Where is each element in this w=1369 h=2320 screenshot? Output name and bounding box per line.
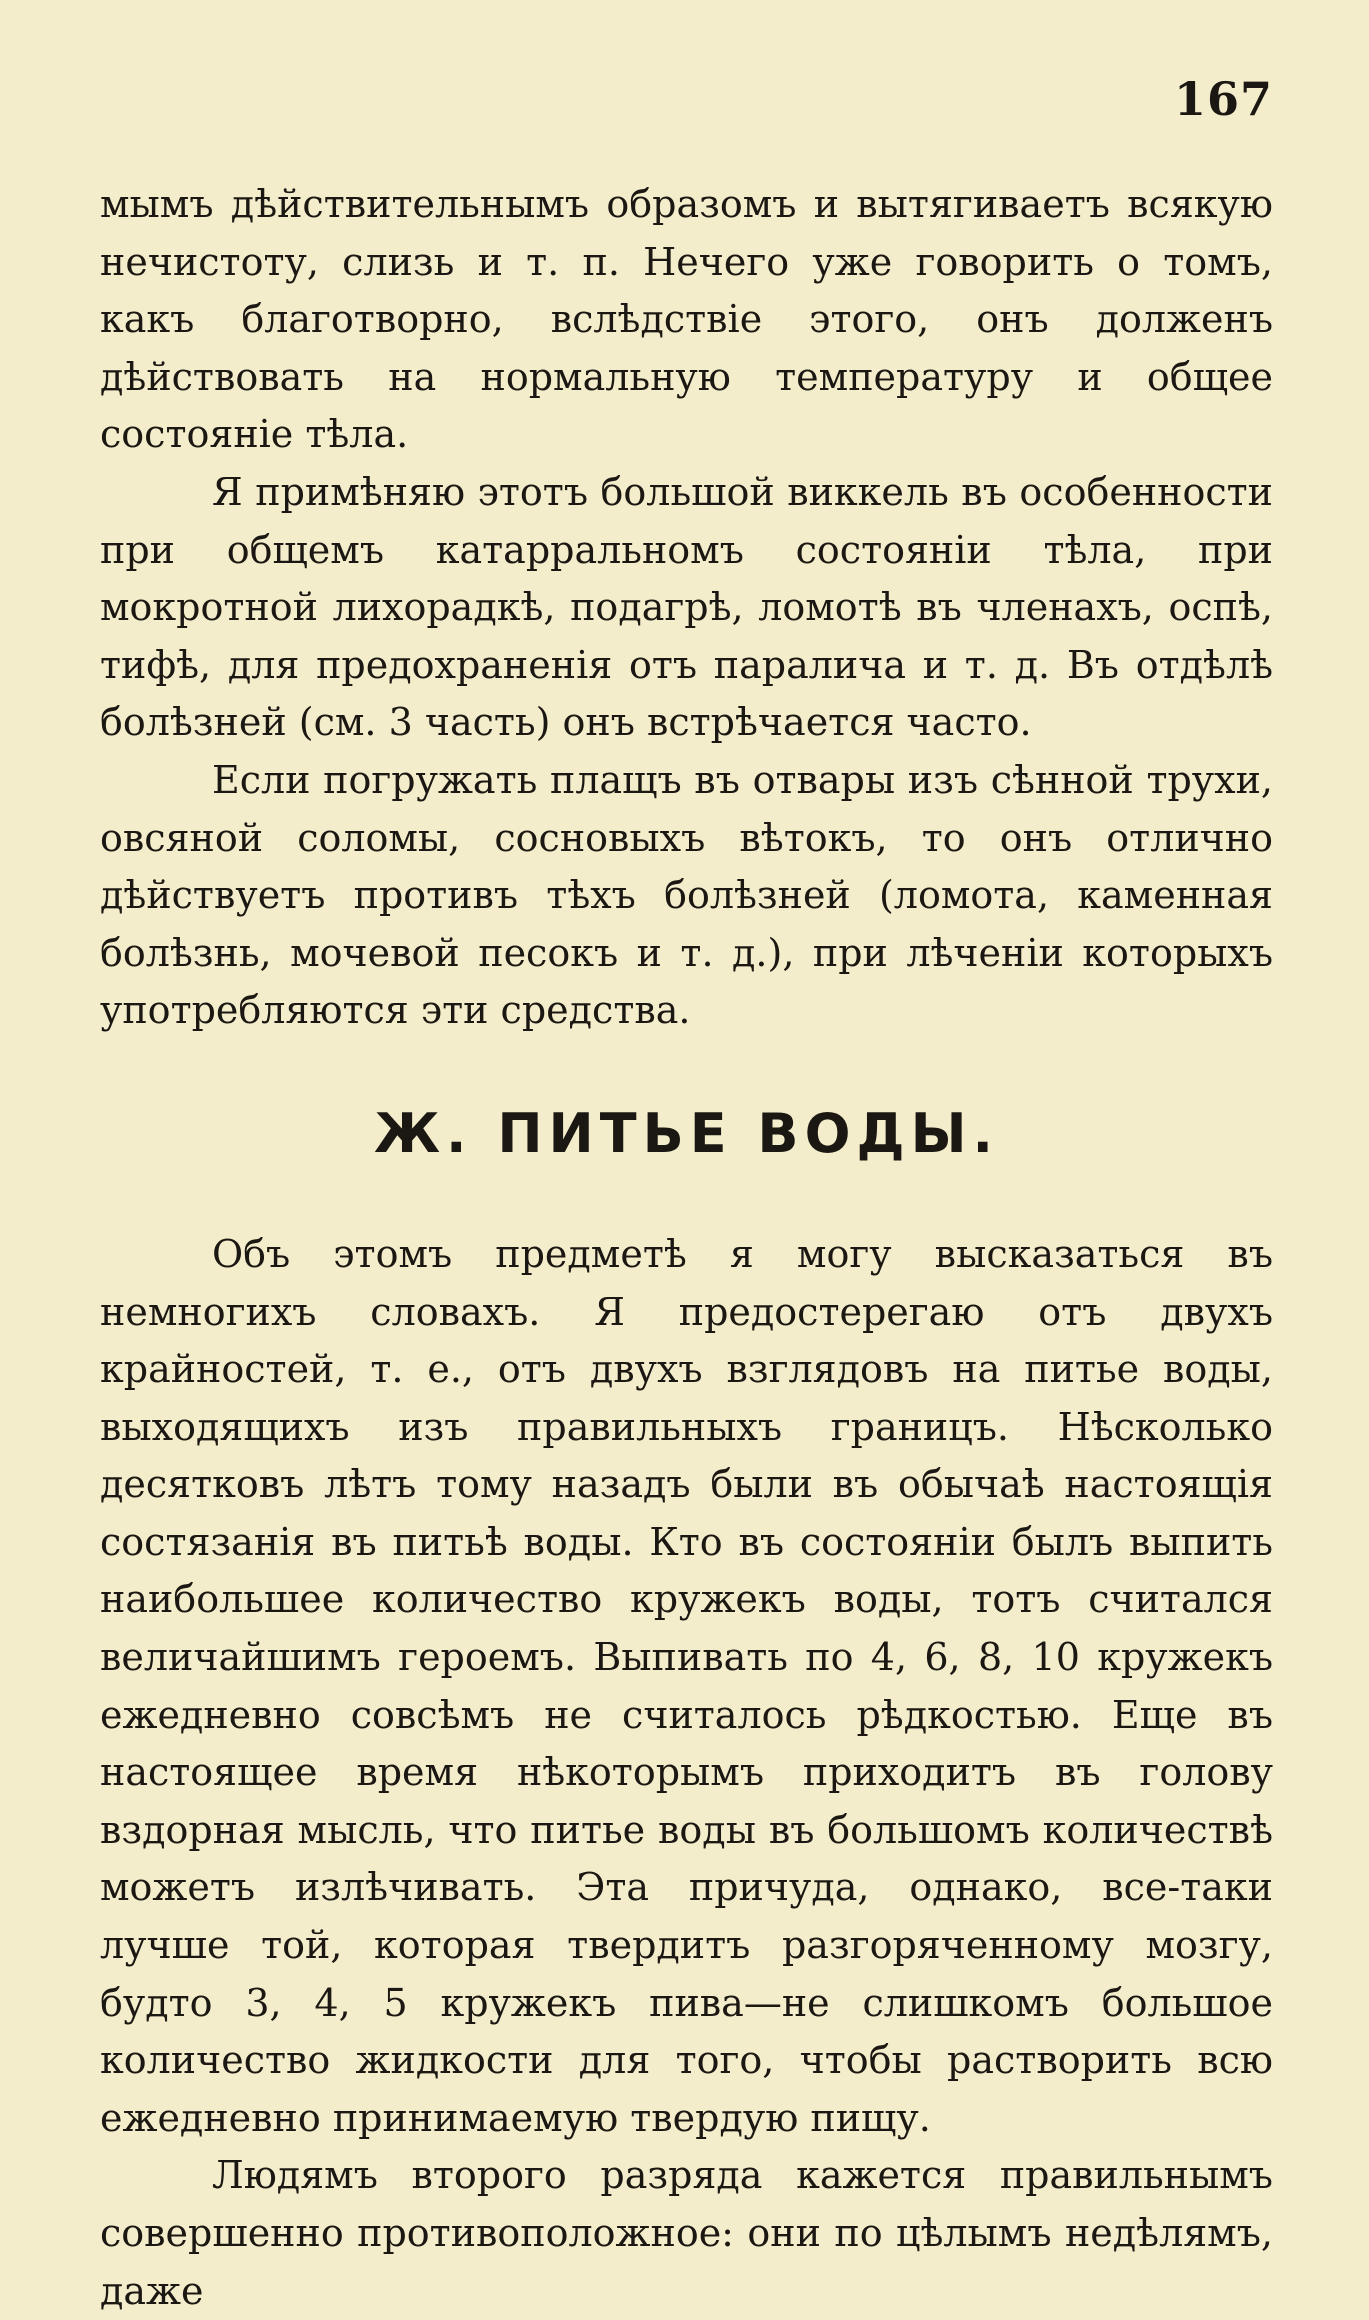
paragraph: Я примѣняю этотъ большой виккель въ особенности при общемъ катарральномъ состояніи тѣла, при мокротной лихорадкѣ, подагрѣ, ломотѣ въ членахъ, оспѣ, тифѣ, для предохраненія отъ паралича и т. д. Въ отдѣлѣ болѣзней (см. 3 часть) онъ встрѣчается часто. — [100, 469, 1273, 745]
body-text-upper — [100, 176, 1273, 2320]
paragraph: Людямъ второго разряда кажется правильнымъ совершенно противоположное: они по цѣлымъ недѣлямъ, даже — [100, 2153, 1273, 2313]
paragraph: Если погружать плащъ въ отвары изъ сѣнной трухи, овсяной соломы, сосновыхъ вѣтокъ, то онъ отлично дѣйствуетъ противъ тѣхъ болѣзней (ломота, каменная болѣзнь, мочевой песокъ и т. д.), при лѣченіи которыхъ употребляются эти средства. — [100, 757, 1273, 1033]
paragraph: Объ этомъ предметѣ я могу высказаться въ немногихъ словахъ. Я предостерегаю отъ двухъ крайностей, т. е., отъ двухъ взглядовъ на питье воды, выходящихъ изъ правильныхъ границъ. Нѣсколько десятковъ лѣтъ тому назадъ были въ обычаѣ настоящія состязанія въ питьѣ воды. Кто въ состояніи былъ выпить наибольшее количество кружекъ воды, тотъ считался величайшимъ героемъ. Выпивать по 4, 6, 8, 10 кружекъ ежедневно совсѣмъ не считалось рѣдкостью. Еще въ настоящее время нѣкоторымъ приходитъ въ голову вздорная мысль, что питье воды въ большомъ количествѣ можетъ излѣчивать. Эта причуда, однако, все-таки лучше той, которая твердитъ разгоряченному мозгу, будто 3, 4, 5 кружекъ пива—не слишкомъ большое количество жидкости для того, чтобы растворить всю ежедневно принимаемую твердую пищу. — [100, 1231, 1273, 2140]
page-number: 167 — [1173, 72, 1273, 126]
paragraph: мымъ дѣйствительнымъ образомъ и вытягиваетъ всякую нечистоту, слизь и т. п. Нечего уже говорить о томъ, какъ благотворно, вслѣдствіе этого, онъ долженъ дѣйствовать на нормальную температуру и общее состояніе тѣла. — [100, 182, 1273, 457]
section-heading: Ж. ПИТЬЕ ВОДЫ. — [373, 1101, 1000, 1165]
